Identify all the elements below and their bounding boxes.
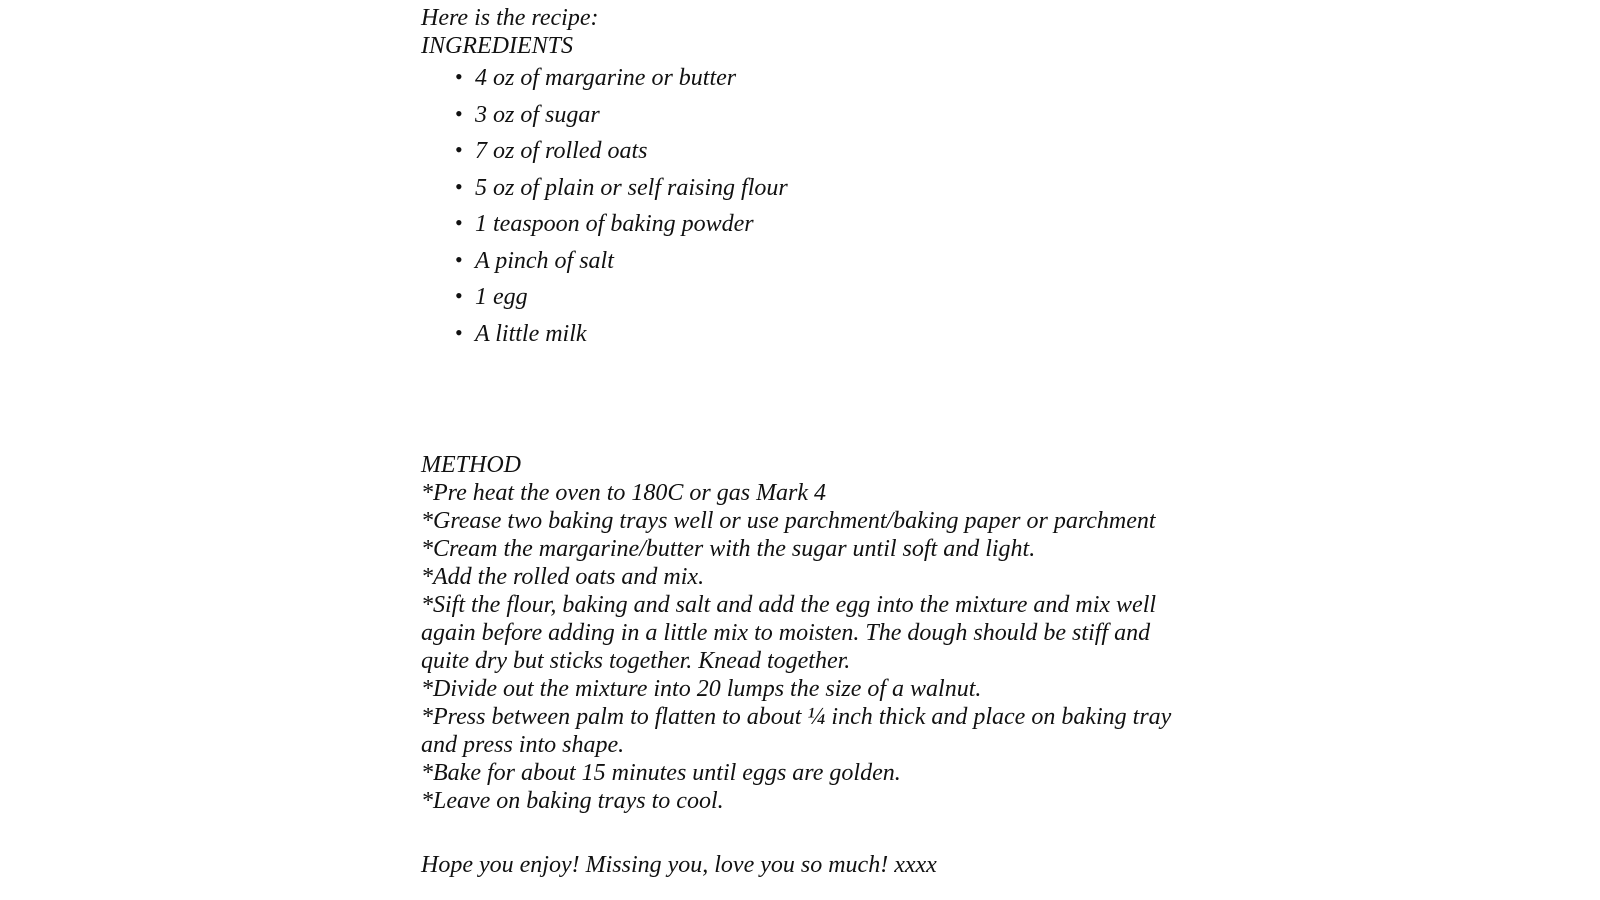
ingredient-text: A little milk	[475, 320, 587, 347]
ingredients-heading: INGREDIENTS	[421, 33, 573, 59]
method-line: *Divide out the mixture into 20 lumps the size of a walnut.	[421, 676, 982, 702]
ingredient-item	[455, 100, 1221, 137]
bullet-icon: •	[455, 319, 463, 345]
ingredient-item	[455, 319, 1221, 356]
bullet-icon: •	[455, 137, 463, 162]
bullet-icon: •	[455, 173, 463, 199]
method-line: and press into shape.	[421, 732, 625, 758]
ingredient-item	[455, 246, 1221, 283]
bullet-icon: •	[455, 246, 463, 272]
sign-off-line: Hope you enjoy! Missing you, love you so much! xxxx	[421, 852, 937, 878]
ingredient-text: 3 oz of sugar	[475, 101, 600, 128]
method-line: *Sift the flour, baking and salt and add the egg into the mixture and mix well	[421, 592, 1157, 618]
method-heading: METHOD	[421, 452, 521, 478]
method-line: *Bake for about 15 minutes until eggs are golden.	[421, 760, 901, 786]
ingredient-item	[455, 63, 1221, 100]
ingredients-list	[421, 63, 1221, 355]
ingredient-text: 1 egg	[475, 284, 528, 310]
method-line: again before adding in a little mix to moisten. The dough should be stiff and	[421, 620, 1151, 646]
method-line: quite dry but sticks together. Knead together.	[421, 648, 851, 674]
ingredient-item	[455, 282, 1221, 319]
ingredient-text: 4 oz of margarine or butter	[475, 65, 737, 91]
method-line: *Pre heat the oven to 180C or gas Mark 4	[421, 480, 827, 506]
method-line: *Grease two baking trays well or use parchment/baking paper or parchment	[421, 508, 1156, 534]
ingredient-text: A pinch of salt	[475, 247, 614, 274]
ingredient-item	[455, 173, 1221, 210]
ingredient-text: 5 oz of plain or self raising flour	[475, 174, 788, 201]
bullet-icon: •	[455, 210, 463, 235]
method-line: *Cream the margarine/butter with the sugar until soft and light.	[421, 536, 1036, 562]
bullet-icon: •	[455, 100, 463, 126]
method-line: *Leave on baking trays to cool.	[421, 788, 724, 814]
ingredient-text: 1 teaspoon of baking powder	[475, 211, 754, 237]
intro-line: Here is the recipe:	[421, 5, 599, 31]
ingredient-text: 7 oz of rolled oats	[475, 138, 648, 164]
ingredient-item	[455, 136, 1221, 173]
bullet-icon: •	[455, 283, 463, 308]
ingredient-item	[455, 209, 1221, 246]
method-line: *Add the rolled oats and mix.	[421, 564, 705, 590]
method-line: *Press between palm to flatten to about ¼ inch thick and place on baking tray	[421, 704, 1172, 730]
method-section	[421, 451, 1221, 815]
bullet-icon: •	[455, 64, 463, 89]
recipe-document	[421, 4, 1221, 879]
